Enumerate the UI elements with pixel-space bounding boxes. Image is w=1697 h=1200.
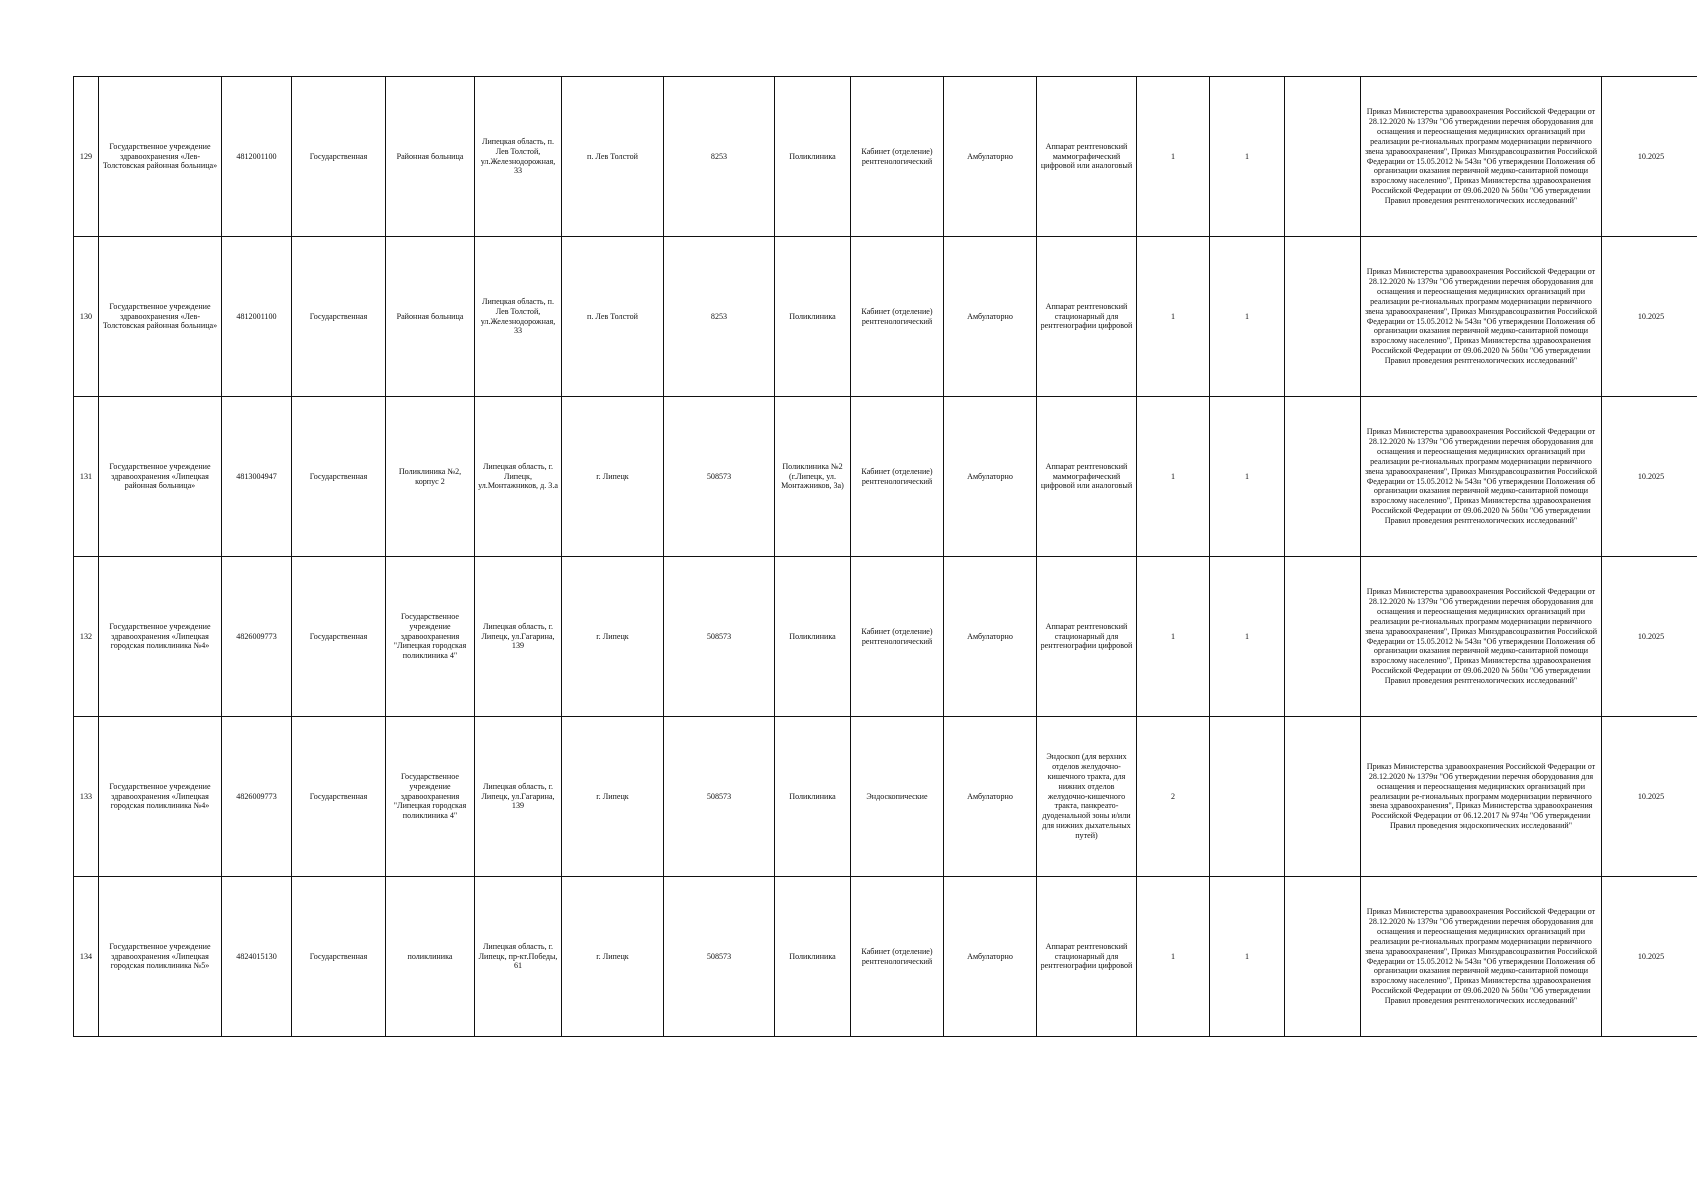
legal-basis: Приказ Министерства здравоохранения Российской Федерации от 28.12.2020 № 1379н "Об утверждении перечня оборудования для оснащения и переоснащения медицинских организаций при реализации ре-гиональных программ модернизации первичного звена здравоохранения", Приказ Минздравсоцразвития Российской Федерации от 15.05.2012 № 543н "Об утверждении Положения об организации оказания первичной медико-санитарной помощи взрослому населению", Приказ Министерства здравоохранения Российской Федерации от 09.06.2020 № 560н "Об утверждении Правил проведения рентгенологических исследований" xyxy=(1361,237,1602,397)
quantity-planned xyxy=(1210,717,1285,877)
care-form: Амбулаторно xyxy=(944,77,1037,237)
organization-name: Государственное учреждение здравоохранения «Лев-Толстовская районная больница» xyxy=(99,77,222,237)
facility-name: поликлиника xyxy=(386,877,475,1037)
department: Кабинет (отделение) рентгенологический xyxy=(851,877,944,1037)
organization-name: Государственное учреждение здравоохранения «Липецкая городская поликлиника №4» xyxy=(99,717,222,877)
structural-unit: Поликлиника xyxy=(775,877,851,1037)
quantity-planned: 1 xyxy=(1210,237,1285,397)
locality: г. Липецк xyxy=(562,397,664,557)
table-row xyxy=(74,717,1697,877)
ownership-form: Государственная xyxy=(292,717,386,877)
facility-address: Липецкая область, г. Липецк, пр-кт.Победы, 61 xyxy=(475,877,562,1037)
row-number: 131 xyxy=(74,397,99,557)
equipment-name: Аппарат рентгеновский маммографический цифровой или аналоговый xyxy=(1037,77,1137,237)
department: Эндоскопические xyxy=(851,717,944,877)
row-number: 133 xyxy=(74,717,99,877)
legal-basis: Приказ Министерства здравоохранения Российской Федерации от 28.12.2020 № 1379н "Об утверждении перечня оборудования для оснащения и переоснащения медицинских организаций при реализации ре-гиональных программ модернизации первичного звена здравоохранения", Приказ Минздравсоцразвития Российской Федерации от 15.05.2012 № 543н "Об утверждении Положения об организации оказания первичной медико-санитарной помощи взрослому населению", Приказ Министерства здравоохранения Российской Федерации от 09.06.2020 № 560н "Об утверждении Правил проведения рентгенологических исследований" xyxy=(1361,557,1602,717)
facility-address: Липецкая область, г. Липецк, ул.Гагарина, 139 xyxy=(475,717,562,877)
ownership-form: Государственная xyxy=(292,557,386,717)
organization-code: 4812001100 xyxy=(222,237,292,397)
facility-name: Районная больница xyxy=(386,77,475,237)
table-row xyxy=(74,877,1697,1037)
row-number: 134 xyxy=(74,877,99,1037)
population: 8253 xyxy=(664,237,775,397)
locality: г. Липецк xyxy=(562,557,664,717)
row-number: 130 xyxy=(74,237,99,397)
locality: п. Лев Толстой xyxy=(562,77,664,237)
empty-cell xyxy=(1285,77,1361,237)
quantity-required: 1 xyxy=(1137,397,1210,557)
care-form: Амбулаторно xyxy=(944,877,1037,1037)
quantity-planned: 1 xyxy=(1210,77,1285,237)
organization-name: Государственное учреждение здравоохранения «Липецкая городская поликлиника №4» xyxy=(99,557,222,717)
facility-address: Липецкая область, п. Лев Толстой, ул.Железнодорожная, 33 xyxy=(475,237,562,397)
facility-address: Липецкая область, г. Липецк, ул.Монтажников, д. 3.а xyxy=(475,397,562,557)
organization-code: 4826009773 xyxy=(222,717,292,877)
deadline: 10.2025 xyxy=(1602,557,1697,717)
care-form: Амбулаторно xyxy=(944,397,1037,557)
table-row xyxy=(74,397,1697,557)
ownership-form: Государственная xyxy=(292,77,386,237)
facility-address: Липецкая область, г. Липецк, ул.Гагарина, 139 xyxy=(475,557,562,717)
empty-cell xyxy=(1285,237,1361,397)
empty-cell xyxy=(1285,877,1361,1037)
registry-body xyxy=(74,77,1697,1037)
equipment-registry-table xyxy=(73,76,1697,1037)
organization-code: 4826009773 xyxy=(222,557,292,717)
deadline: 10.2025 xyxy=(1602,877,1697,1037)
ownership-form: Государственная xyxy=(292,237,386,397)
facility-name: Государственное учреждение здравоохранения "Липецкая городская поликлиника 4" xyxy=(386,557,475,717)
population: 508573 xyxy=(664,557,775,717)
legal-basis: Приказ Министерства здравоохранения Российской Федерации от 28.12.2020 № 1379н "Об утверждении перечня оборудования для оснащения и переоснащения медицинских организаций при реализации ре-гиональных программ модернизации первичного звена здравоохранения", Приказ Минздравсоцразвития Российской Федерации от 15.05.2012 № 543н "Об утверждении Положения об организации оказания первичной медико-санитарной помощи взрослому населению", Приказ Министерства здравоохранения Российской Федерации от 09.06.2020 № 560н "Об утверждении Правил проведения рентгенологических исследований" xyxy=(1361,397,1602,557)
quantity-required: 1 xyxy=(1137,557,1210,717)
quantity-planned: 1 xyxy=(1210,557,1285,717)
ownership-form: Государственная xyxy=(292,877,386,1037)
care-form: Амбулаторно xyxy=(944,717,1037,877)
population: 508573 xyxy=(664,877,775,1037)
empty-cell xyxy=(1285,397,1361,557)
equipment-name: Аппарат рентгеновский маммографический цифровой или аналоговый xyxy=(1037,397,1137,557)
empty-cell xyxy=(1285,717,1361,877)
equipment-name: Аппарат рентгеновский стационарный для рентгенографии цифровой xyxy=(1037,237,1137,397)
structural-unit: Поликлиника xyxy=(775,237,851,397)
structural-unit: Поликлиника №2 (г.Липецк, ул. Монтажников, 3а) xyxy=(775,397,851,557)
table-row xyxy=(74,77,1697,237)
structural-unit: Поликлиника xyxy=(775,717,851,877)
organization-name: Государственное учреждение здравоохранения «Лев-Толстовская районная больница» xyxy=(99,237,222,397)
facility-name: Государственное учреждение здравоохранения "Липецкая городская поликлиника 4" xyxy=(386,717,475,877)
quantity-required: 1 xyxy=(1137,237,1210,397)
care-form: Амбулаторно xyxy=(944,557,1037,717)
locality: г. Липецк xyxy=(562,717,664,877)
organization-name: Государственное учреждение здравоохранения «Липецкая районная больница» xyxy=(99,397,222,557)
population: 508573 xyxy=(664,397,775,557)
facility-name: Районная больница xyxy=(386,237,475,397)
deadline: 10.2025 xyxy=(1602,77,1697,237)
department: Кабинет (отделение) рентгенологический xyxy=(851,237,944,397)
deadline: 10.2025 xyxy=(1602,717,1697,877)
table-row xyxy=(74,237,1697,397)
legal-basis: Приказ Министерства здравоохранения Российской Федерации от 28.12.2020 № 1379н "Об утверждении перечня оборудования для оснащения и переоснащения медицинских организаций при реализации ре-гиональных программ модернизации первичного звена здравоохранения", Приказ Министерства здравоохранения Российской Федерации от 06.12.2017 № 974н "Об утверждении Правил проведения эндоскопических исследований" xyxy=(1361,717,1602,877)
equipment-name: Аппарат рентгеновский стационарный для рентгенографии цифровой xyxy=(1037,877,1137,1037)
quantity-planned: 1 xyxy=(1210,397,1285,557)
row-number: 129 xyxy=(74,77,99,237)
legal-basis: Приказ Министерства здравоохранения Российской Федерации от 28.12.2020 № 1379н "Об утверждении перечня оборудования для оснащения и переоснащения медицинских организаций при реализации ре-гиональных программ модернизации первичного звена здравоохранения", Приказ Минздравсоцразвития Российской Федерации от 15.05.2012 № 543н "Об утверждении Положения об организации оказания первичной медико-санитарной помощи взрослому населению", Приказ Министерства здравоохранения Российской Федерации от 09.06.2020 № 560н "Об утверждении Правил проведения рентгенологических исследований" xyxy=(1361,877,1602,1037)
equipment-name: Аппарат рентгеновский стационарный для рентгенографии цифровой xyxy=(1037,557,1137,717)
quantity-planned: 1 xyxy=(1210,877,1285,1037)
facility-address: Липецкая область, п. Лев Толстой, ул.Железнодорожная, 33 xyxy=(475,77,562,237)
department: Кабинет (отделение) рентгенологический xyxy=(851,557,944,717)
locality: п. Лев Толстой xyxy=(562,237,664,397)
population: 8253 xyxy=(664,77,775,237)
quantity-required: 2 xyxy=(1137,717,1210,877)
department: Кабинет (отделение) рентгенологический xyxy=(851,397,944,557)
ownership-form: Государственная xyxy=(292,397,386,557)
quantity-required: 1 xyxy=(1137,877,1210,1037)
organization-code: 4824015130 xyxy=(222,877,292,1037)
table-row xyxy=(74,557,1697,717)
empty-cell xyxy=(1285,557,1361,717)
structural-unit: Поликлиника xyxy=(775,557,851,717)
equipment-name: Эндоскоп (для верхних отделов желудочно-кишечного тракта, для нижних отделов желудочно-кишечного тракта, панкреато-дуоденальной зоны и/или для нижних дыхательных путей) xyxy=(1037,717,1137,877)
department: Кабинет (отделение) рентгенологический xyxy=(851,77,944,237)
structural-unit: Поликлиника xyxy=(775,77,851,237)
facility-name: Поликлиника №2, корпус 2 xyxy=(386,397,475,557)
locality: г. Липецк xyxy=(562,877,664,1037)
organization-code: 4812001100 xyxy=(222,77,292,237)
deadline: 10.2025 xyxy=(1602,397,1697,557)
quantity-required: 1 xyxy=(1137,77,1210,237)
organization-name: Государственное учреждение здравоохранения «Липецкая городская поликлиника №5» xyxy=(99,877,222,1037)
population: 508573 xyxy=(664,717,775,877)
care-form: Амбулаторно xyxy=(944,237,1037,397)
legal-basis: Приказ Министерства здравоохранения Российской Федерации от 28.12.2020 № 1379н "Об утверждении перечня оборудования для оснащения и переоснащения медицинских организаций при реализации ре-гиональных программ модернизации первичного звена здравоохранения", Приказ Минздравсоцразвития Российской Федерации от 15.05.2012 № 543н "Об утверждении Положения об организации оказания первичной медико-санитарной помощи взрослому населению", Приказ Министерства здравоохранения Российской Федерации от 09.06.2020 № 560н "Об утверждении Правил проведения рентгенологических исследований" xyxy=(1361,77,1602,237)
organization-code: 4813004947 xyxy=(222,397,292,557)
deadline: 10.2025 xyxy=(1602,237,1697,397)
row-number: 132 xyxy=(74,557,99,717)
